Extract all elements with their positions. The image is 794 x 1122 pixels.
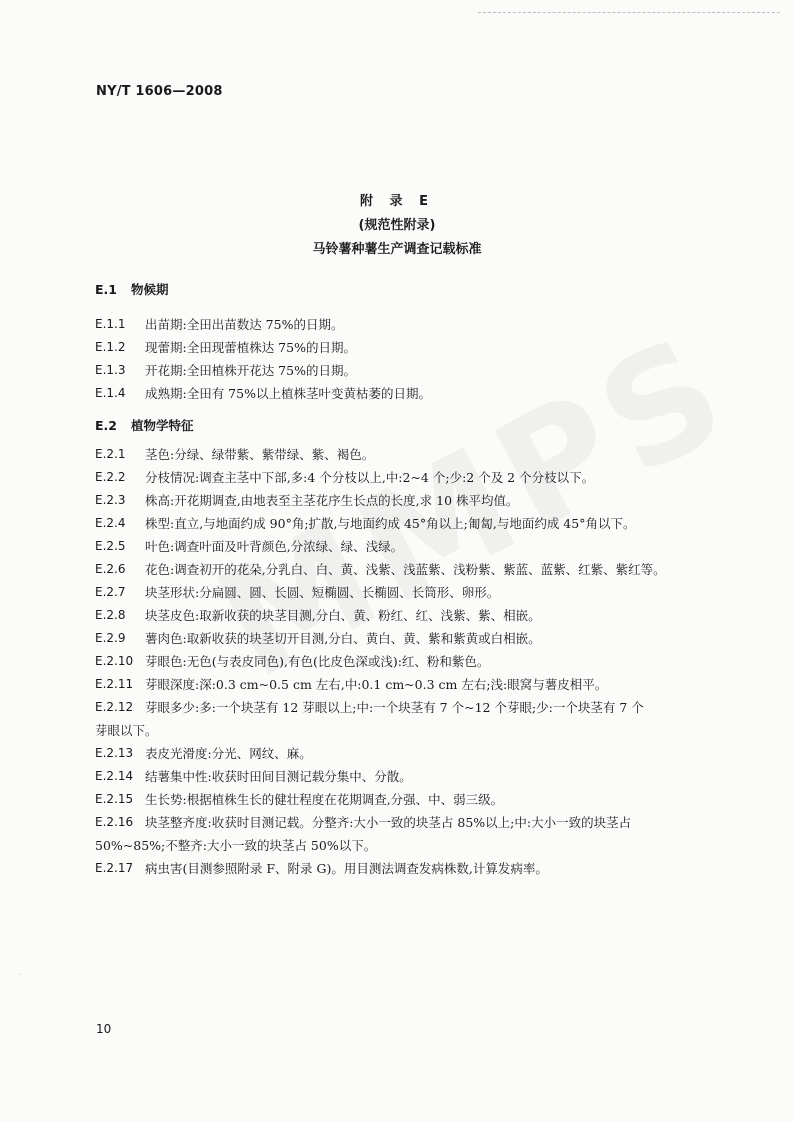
list-item [95,696,715,742]
item-number: E.2.15 [95,792,134,806]
item-text: 病虫害(目测参照附录 F、附录 G)。用目测法调查发病株数,计算发病率。 [145,861,548,876]
section-e1-list [95,313,715,405]
item-number: E.1.2 [95,340,126,354]
item-text: 成熟期:全田有 75%以上植株茎叶变黄枯萎的日期。 [145,386,431,401]
list-item [95,811,715,857]
list-item [95,673,715,696]
list-item [95,604,715,627]
item-number: E.2.10 [95,654,134,668]
item-text: 结薯集中性:收获时田间目测记载分集中、分散。 [145,769,412,784]
section-heading-e2 [95,416,194,434]
scan-speck: · [18,970,22,981]
list-item [95,581,715,604]
item-number: E.2.11 [95,677,134,691]
item-text: 块茎形状:分扁圆、圆、长圆、短椭圆、长椭圆、长筒形、卵形。 [145,585,500,600]
item-number: E.2.17 [95,861,134,875]
item-text: 生长势:根据植株生长的健壮程度在花期调查,分强、中、弱三级。 [145,792,504,807]
list-item [95,627,715,650]
list-item [95,466,715,489]
list-item [95,336,715,359]
item-text: 开花期:全田植株开花达 75%的日期。 [145,363,356,378]
item-text-line1: 块茎整齐度:收获时目测记载。分整齐:大小一致的块茎占 85%以上;中:大小一致的块茎占 [145,815,632,830]
item-text: 出苗期:全田出苗数达 75%的日期。 [145,317,344,332]
item-text-line1: 芽眼多少:多:一个块茎有 12 芽眼以上;中:一个块茎有 7 个~12 个芽眼;少:一个块茎有 7 个 [145,700,644,715]
top-rule [478,12,780,13]
section-title: 植物学特征 [131,418,194,433]
item-text: 株型:直立,与地面约成 90°角;扩散,与地面约成 45°角以上;匍匐,与地面约成 45°角以下。 [145,516,636,531]
appendix-title-block [0,190,794,258]
item-text: 茎色:分绿、绿带紫、紫带绿、紫、褐色。 [145,447,375,462]
standard-code: NY/T 1606—2008 [96,84,223,99]
item-text-line2: 芽眼以下。 [95,723,158,738]
item-text: 分枝情况:调查主茎中下部,多:4 个分枝以上,中:2~4 个;少:2 个及 2 个分枝以下。 [145,470,595,485]
section-e2-list [95,443,715,880]
section-number: E.1 [95,282,117,297]
item-text: 块茎皮色:取新收获的块茎目测,分白、黄、粉红、红、浅紫、紫、相嵌。 [145,608,541,623]
item-text: 芽眼深度:深:0.3 cm~0.5 cm 左右,中:0.1 cm~0.3 cm 左右;浅:眼窝与薯皮相平。 [145,677,608,692]
item-text: 叶色:调查叶面及叶背颜色,分浓绿、绿、浅绿。 [145,539,404,554]
list-item [95,512,715,535]
appendix-name: 马铃薯种薯生产调查记载标准 [312,242,482,257]
item-number: E.1.4 [95,386,126,400]
item-number: E.1.1 [95,317,126,331]
item-number: E.2.7 [95,585,126,599]
item-text: 现蕾期:全田现蕾植株达 75%的日期。 [145,340,356,355]
item-number: E.2.6 [95,562,126,576]
item-text: 花色:调查初开的花朵,分乳白、白、黄、浅紫、浅蓝紫、浅粉紫、紫蓝、蓝紫、红紫、紫红等。 [145,562,666,577]
appendix-type: (规范性附录) [358,218,436,233]
list-item [95,765,715,788]
item-number: E.2.8 [95,608,126,622]
item-number: E.2.9 [95,631,126,645]
item-text-line2: 50%~85%;不整齐:大小一致的块茎占 50%以下。 [95,838,377,853]
item-number: E.2.1 [95,447,126,461]
list-item [95,650,715,673]
item-number: E.2.14 [95,769,134,783]
item-text: 薯肉色:取新收获的块茎切开目测,分白、黄白、黄、紫和紫黄或白相嵌。 [145,631,541,646]
list-item [95,558,715,581]
list-item [95,535,715,558]
item-number: E.2.16 [95,815,134,829]
item-text: 表皮光滑度:分光、网纹、麻。 [145,746,312,761]
list-item [95,742,715,765]
page-number: 10 [96,1022,112,1036]
section-number: E.2 [95,418,117,433]
item-text: 芽眼色:无色(与表皮同色),有色(比皮色深或浅):红、粉和紫色。 [145,654,490,669]
list-item [95,443,715,466]
item-number: E.2.4 [95,516,126,530]
item-number: E.2.2 [95,470,126,484]
item-number: E.1.3 [95,363,126,377]
item-number: E.2.12 [95,700,134,714]
item-text: 株高:开花期调查,由地表至主茎花序生长点的长度,求 10 株平均值。 [145,493,519,508]
list-item [95,489,715,512]
list-item [95,313,715,336]
section-title: 物候期 [131,282,169,297]
list-item [95,359,715,382]
list-item [95,788,715,811]
section-heading-e1 [95,280,169,298]
item-number: E.2.3 [95,493,126,507]
item-number: E.2.13 [95,746,134,760]
appendix-label: 附 录 E [360,194,434,209]
list-item [95,857,715,880]
list-item [95,382,715,405]
item-number: E.2.5 [95,539,126,553]
